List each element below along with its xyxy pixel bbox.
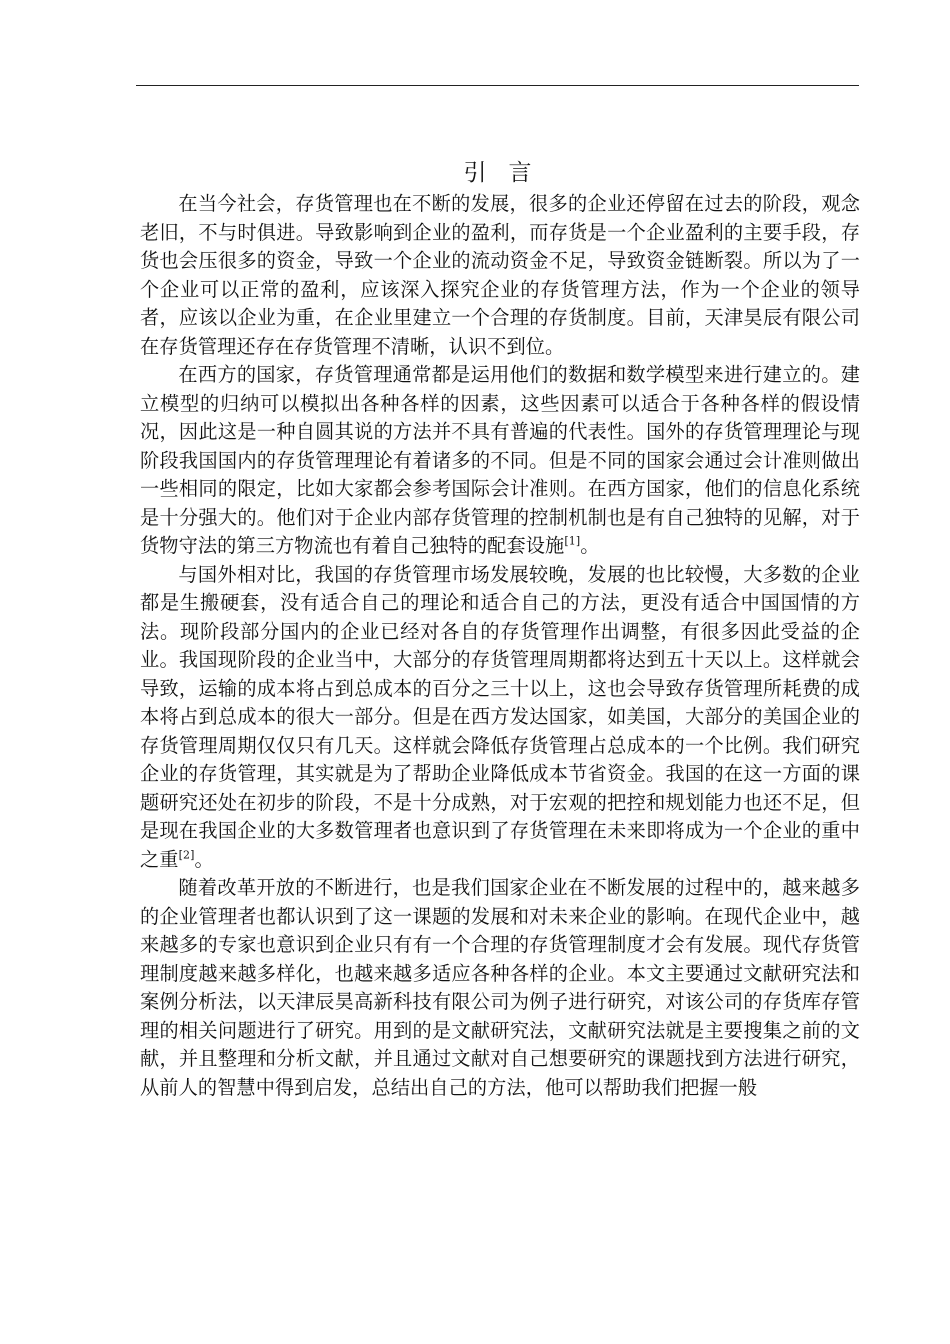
paragraph-text: 在西方的国家，存货管理通常都是运用他们的数据和数学模型来进行建立的。建立模型的归纳可以模拟出各种各样的因素，这些因素可以适合于各种各样的假设情况，因此这是一种自圆其说的方法并不具有普遍的代表性。国外的存货管理理论与现阶段我国国内的存货管理理论有着诸多的不同。但是不同的国家会通过会计准则做出一些相同的限定，比如大家都会参考国际会计准则。在西方国家，他们的信息化系统是十分强大的。他们对于企业内部存货管理的控制机制也是有自己独特的见解，对于货物守法的第三方物流也有着自己独特的配套设施 <box>140 363 860 557</box>
paragraph-2 <box>140 361 860 561</box>
body-text <box>140 190 860 1102</box>
paragraph-1 <box>140 190 860 361</box>
page-title: 引言 <box>463 160 554 186</box>
paragraph-3 <box>140 561 860 875</box>
paragraph-tail: 。 <box>580 534 600 557</box>
paragraph-4 <box>140 874 860 1102</box>
citation-marker: [2] <box>178 848 195 862</box>
paragraph-tail: 。 <box>194 847 214 871</box>
citation-marker: [1] <box>564 534 581 548</box>
paragraph-text: 随着改革开放的不断进行，也是我们国家企业在不断发展的过程中的，越来越多的企业管理者也都认识到了这一课题的发展和对未来企业的影响。在现代企业中，越来越多的专家也意识到企业只有有一个合理的存货管理制度才会有发展。现代存货管理制度越来越多样化，也越来越多适应各种各样的企业。本文主要通过文献研究法和案例分析法，以天津辰昊高新科技有限公司为例子进行研究，对该公司的存货库存管理的相关问题进行了研究。用到的是文献研究法，文献研究法就是主要搜集之前的文献，并且整理和分析文献，并且通过文献对自己想要研究的课题找到方法进行研究，从前人的智慧中得到启发，总结出自己的方法，他可以帮助我们把握一般 <box>140 876 860 1099</box>
paragraph-text: 在当今社会，存货管理也在不断的发展，很多的企业还停留在过去的阶段，观念老旧，不与时俱进。导致影响到企业的盈利，而存货是一个企业盈利的主要手段，存货也会压很多的资金，导致一个企业的流动资金不足，导致资金链断裂。所以为了一个企业可以正常的盈利，应该深入探究企业的存货管理方法，作为一个企业的领导者，应该以企业为重，在企业里建立一个合理的存货制度。目前，天津昊辰有限公司在存货管理还存在存货管理不清晰，认识不到位。 <box>140 192 860 358</box>
header-rule <box>136 85 859 86</box>
paragraph-text: 与国外相对比，我国的存货管理市场发展较晚，发展的也比较慢，大多数的企业都是生搬硬套，没有适合自己的理论和适合自己的方法，更没有适合中国国情的方法。现阶段部分国内的企业已经对各自的存货管理作出调整，有很多因此受益的企业。我国现阶段的企业当中，大部分的存货管理周期都将达到五十天以上。这样就会导致，运输的成本将占到总成本的百分之三十以上，这也会导致存货管理所耗费的成本将占到总成本的很大一部分。但是在西方发达国家，如美国，大部分的美国企业的存货管理周期仅仅只有几天。这样就会降低存货管理占总成本的一个比例。我们研究企业的存货管理，其实就是为了帮助企业降低成本节省资金。我国的在这一方面的课题研究还处在初步的阶段，不是十分成熟，对于宏观的把控和规划能力也还不足，但是现在我国企业的大多数管理者也意识到了存货管理在未来即将成为一个企业的重中之重 <box>140 562 860 871</box>
